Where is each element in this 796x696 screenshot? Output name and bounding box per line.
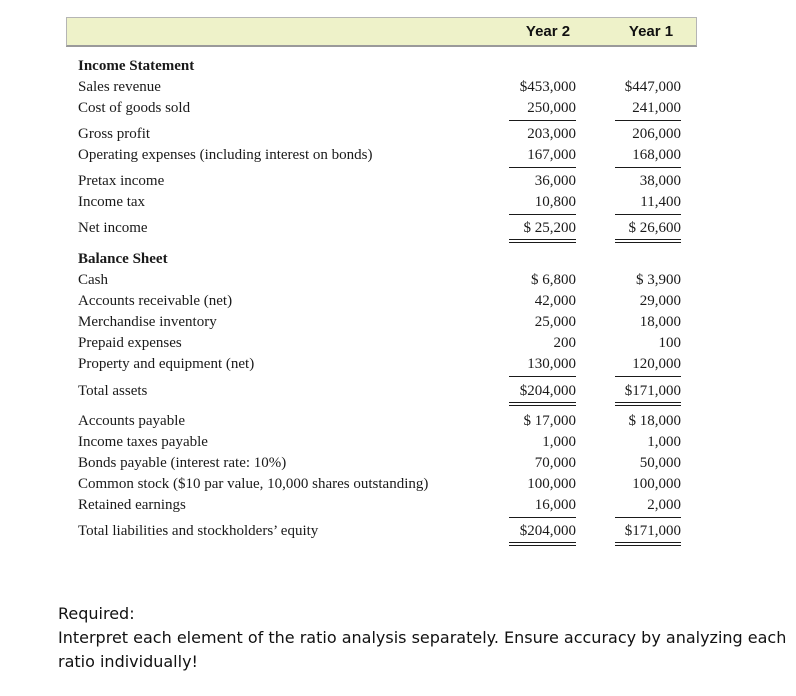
column-header-year1: Year 1 bbox=[628, 23, 674, 40]
row-label-total-liabilities-equity: Total liabilities and stockholders’ equity bbox=[78, 523, 319, 539]
value-year1-retained-earnings: 2,000 bbox=[647, 497, 681, 513]
value-year2-income-tax: 10,800 bbox=[534, 194, 576, 210]
value-year2-gross-profit: 203,000 bbox=[527, 126, 576, 142]
value-year1-gross-profit: 206,000 bbox=[632, 126, 681, 142]
value-year1-pretax-income: 38,000 bbox=[639, 173, 681, 189]
column-header-row bbox=[66, 17, 697, 46]
subtotal-rule bbox=[509, 120, 576, 121]
row-label-merchandise-inventory: Merchandise inventory bbox=[78, 314, 217, 330]
row-label-total-assets: Total assets bbox=[78, 383, 148, 399]
total-double-rule bbox=[509, 545, 576, 546]
column-header-year2: Year 2 bbox=[525, 23, 571, 40]
value-year1-merchandise-inventory: 18,000 bbox=[639, 314, 681, 330]
subtotal-rule bbox=[615, 120, 681, 121]
subtotal-rule bbox=[509, 167, 576, 168]
value-year2-prepaid-expenses: 200 bbox=[553, 335, 576, 351]
value-year2-merchandise-inventory: 25,000 bbox=[534, 314, 576, 330]
required-text-line-1: Interpret each element of the ratio analysis separately. Ensure accuracy by analyzing each bbox=[58, 628, 787, 647]
value-year1-accounts-receivable: 29,000 bbox=[639, 293, 681, 309]
value-year2-net-income: $ 25,200 bbox=[523, 220, 576, 236]
value-year2-cash: $ 6,800 bbox=[531, 272, 576, 288]
total-double-rule bbox=[615, 242, 681, 243]
row-label-accounts-receivable: Accounts receivable (net) bbox=[78, 293, 233, 309]
row-label-operating-expenses: Operating expenses (including interest on bonds) bbox=[78, 147, 373, 163]
total-double-rule bbox=[615, 545, 681, 546]
value-year2-income-taxes-payable: 1,000 bbox=[542, 434, 576, 450]
value-year1-cost-of-goods-sold: 241,000 bbox=[632, 100, 681, 116]
required-heading: Required: bbox=[58, 604, 135, 623]
value-year2-cost-of-goods-sold: 250,000 bbox=[527, 100, 576, 116]
total-double-rule bbox=[509, 405, 576, 406]
row-label-income-taxes-payable: Income taxes payable bbox=[78, 434, 208, 450]
row-label-property-and-equipment: Property and equipment (net) bbox=[78, 356, 255, 372]
row-label-sales-revenue: Sales revenue bbox=[78, 79, 161, 95]
value-year1-total-liabilities-equity: $171,000 bbox=[624, 523, 681, 539]
value-year1-income-taxes-payable: 1,000 bbox=[647, 434, 681, 450]
row-label-retained-earnings: Retained earnings bbox=[78, 497, 186, 513]
value-year1-operating-expenses: 168,000 bbox=[632, 147, 681, 163]
row-label-common-stock: Common stock ($10 par value, 10,000 shares outstanding) bbox=[78, 476, 429, 492]
value-year1-prepaid-expenses: 100 bbox=[658, 335, 681, 351]
subtotal-rule bbox=[509, 214, 576, 215]
value-year2-bonds-payable: 70,000 bbox=[534, 455, 576, 471]
subtotal-rule bbox=[509, 376, 576, 377]
value-year2-retained-earnings: 16,000 bbox=[534, 497, 576, 513]
total-double-rule bbox=[509, 542, 576, 543]
total-double-rule bbox=[615, 542, 681, 543]
value-year2-operating-expenses: 167,000 bbox=[527, 147, 576, 163]
total-double-rule bbox=[615, 239, 681, 240]
row-label-pretax-income: Pretax income bbox=[78, 173, 165, 189]
required-text-line-2: ratio individually! bbox=[58, 652, 198, 671]
value-year2-pretax-income: 36,000 bbox=[534, 173, 576, 189]
income-statement-title: Income Statement bbox=[78, 58, 195, 74]
value-year1-accounts-payable: $ 18,000 bbox=[628, 413, 681, 429]
row-label-accounts-payable: Accounts payable bbox=[78, 413, 186, 429]
total-double-rule bbox=[509, 242, 576, 243]
subtotal-rule bbox=[615, 517, 681, 518]
total-double-rule bbox=[615, 402, 681, 403]
row-label-net-income: Net income bbox=[78, 220, 148, 236]
value-year2-accounts-receivable: 42,000 bbox=[534, 293, 576, 309]
subtotal-rule bbox=[615, 214, 681, 215]
value-year1-total-assets: $171,000 bbox=[624, 383, 681, 399]
balance-sheet-title: Balance Sheet bbox=[78, 251, 168, 267]
value-year2-accounts-payable: $ 17,000 bbox=[523, 413, 576, 429]
row-label-cost-of-goods-sold: Cost of goods sold bbox=[78, 100, 191, 116]
value-year2-total-liabilities-equity: $204,000 bbox=[519, 523, 576, 539]
subtotal-rule bbox=[615, 167, 681, 168]
row-label-income-tax: Income tax bbox=[78, 194, 146, 210]
header-divider bbox=[66, 46, 697, 47]
value-year2-common-stock: 100,000 bbox=[527, 476, 576, 492]
total-double-rule bbox=[509, 239, 576, 240]
value-year1-property-and-equipment: 120,000 bbox=[632, 356, 681, 372]
value-year1-sales-revenue: $447,000 bbox=[624, 79, 681, 95]
value-year2-property-and-equipment: 130,000 bbox=[527, 356, 576, 372]
value-year1-income-tax: 11,400 bbox=[640, 194, 681, 210]
row-label-bonds-payable: Bonds payable (interest rate: 10%) bbox=[78, 455, 287, 471]
subtotal-rule bbox=[615, 376, 681, 377]
value-year2-total-assets: $204,000 bbox=[519, 383, 576, 399]
row-label-cash: Cash bbox=[78, 272, 108, 288]
value-year1-net-income: $ 26,600 bbox=[628, 220, 681, 236]
row-label-gross-profit: Gross profit bbox=[78, 126, 151, 142]
total-double-rule bbox=[509, 402, 576, 403]
value-year1-bonds-payable: 50,000 bbox=[639, 455, 681, 471]
total-double-rule bbox=[615, 405, 681, 406]
value-year2-sales-revenue: $453,000 bbox=[519, 79, 576, 95]
value-year1-common-stock: 100,000 bbox=[632, 476, 681, 492]
subtotal-rule bbox=[509, 517, 576, 518]
row-label-prepaid-expenses: Prepaid expenses bbox=[78, 335, 182, 351]
value-year1-cash: $ 3,900 bbox=[636, 272, 681, 288]
